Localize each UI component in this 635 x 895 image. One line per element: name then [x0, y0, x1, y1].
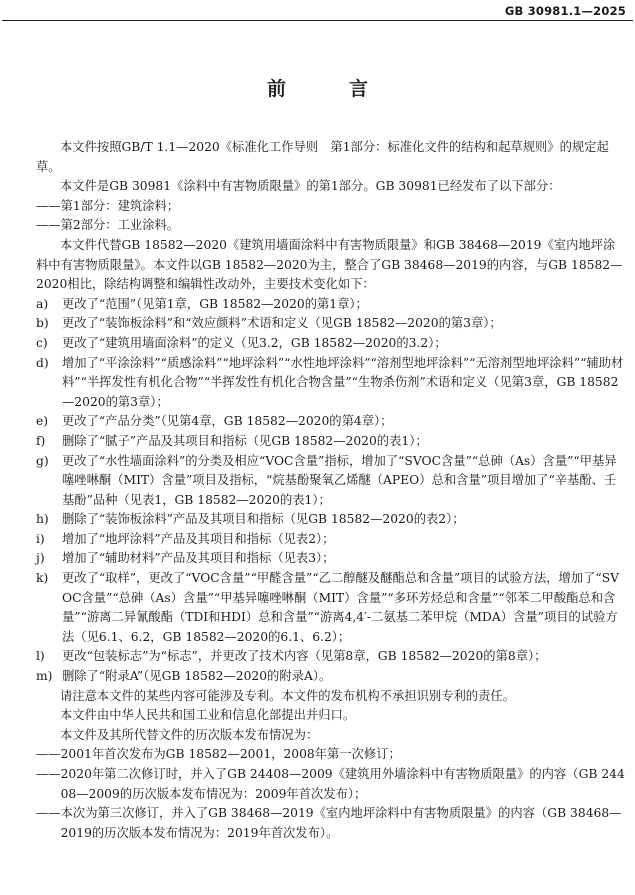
history-dash: ——	[36, 806, 61, 821]
change-item	[36, 569, 626, 647]
change-item	[36, 432, 626, 452]
change-mark: k)	[36, 571, 49, 586]
change-text: 更改了“取样”，更改了“VOC含量”“甲醛含量”“乙二醇醚及醚酯总和含量”项目的试验方法，增加了“SVOC含量”“总砷（As）含量”“甲基异噻唑啉酮（MIT）含量”“多环芳烃总和含量”“邻苯二甲酸酯总和含量”“游离二异氰酸酯（TDI和HDI）总和含量”“游离4,4′-二氨基二苯甲烷（MDA）含量”项目的试验方法（见6.1、6.2，GB 18582—2020的6.1、6.2）；	[62, 571, 620, 644]
change-text: 增加了“地坪涂料”产品及其项目和指标（见表2）；	[62, 531, 335, 546]
intro-paragraph: 本文件是GB 30981《涂料中有害物质限量》的第1部分。GB 30981已经发布了以下部分：	[60, 179, 561, 194]
history-dash: ——	[36, 767, 61, 781]
history-item	[36, 765, 626, 804]
history-dash: ——	[36, 747, 61, 762]
change-item	[36, 314, 626, 334]
history-intro: 本文件及其所代替文件的历次版本发布情况为：	[60, 727, 319, 742]
change-text: 更改了“范围”（见第1章，GB 18582—2020的第1章）；	[62, 296, 368, 311]
change-mark: h)	[36, 512, 49, 527]
change-text: 删除了“装饰板涂料”产品及其项目和指标（见GB 18582—2020的表2）；	[62, 512, 465, 527]
history-item	[36, 804, 626, 843]
change-item	[36, 295, 626, 315]
change-item	[36, 452, 626, 511]
proposer-note: 本文件由中华人民共和国工业和信息化部提出并归口。	[60, 708, 356, 723]
history-text: 2001年首次发布为GB 18582—2001，2008年第一次修订；	[60, 747, 401, 762]
history-text: 本次为第三次修订，并入了GB 38468—2019《室内地坪涂料中有害物质限量》的内容（GB 38468—2019的历次版本发布情况为：2019年首次发布）。	[60, 806, 622, 840]
change-text: 删除了“腻子”产品及其项目和指标（见GB 18582—2020的表1）；	[62, 433, 428, 448]
change-mark: b)	[36, 316, 49, 331]
change-item	[36, 667, 626, 687]
change-text: 更改了“装饰板涂料”和“效应颜料”术语和定义（见GB 18582—2020的第3章）；	[62, 316, 502, 331]
intro-paragraph: 本文件按照GB/T 1.1—2020《标准化工作导则 第1部分：标准化文件的结构和起草规则》的规定起草。	[36, 140, 609, 174]
change-text: 更改“包装标志”为“标志”，并更改了技术内容（见第8章，GB 18582—2020的第8章）；	[62, 649, 547, 664]
change-item	[36, 647, 626, 667]
history-text: 2020年第二次修订时，并入了GB 24408—2009《建筑用外墙涂料中有害物质限量》的内容（GB 24408—2009的历次版本发布情况为：2009年首次发布）；	[60, 767, 625, 801]
change-mark: d)	[36, 355, 49, 370]
change-mark: i)	[36, 531, 45, 546]
part-list-item: ——第1部分：建筑涂料；	[36, 198, 180, 213]
part-list-item: ——第2部分：工业涂料。	[36, 218, 180, 233]
change-item	[36, 334, 626, 354]
replace-paragraph: 本文件代替GB 18582—2020《建筑用墙面涂料中有害物质限量》和GB 38468—2019《室内地坪涂料中有害物质限量》。本文件以GB 18582—2020为主，整合了GB 38468—2019的内容，与GB 18582—2020相比，除结构调整和编辑性改动外，主要技术变化如下：	[36, 237, 623, 292]
change-item	[36, 530, 626, 550]
change-item	[36, 549, 626, 569]
foreword-body	[36, 138, 626, 843]
change-text: 更改了“建筑用墙面涂料”的定义（见3.2，GB 18582—2020的3.2）；	[62, 335, 447, 350]
change-text: 更改了“水性墙面涂料”的分类及相应“VOC含量”指标，增加了“SVOC含量”“总砷（As）含量”“甲基异噻唑啉酮（MIT）含量”项目及指标，“烷基酚聚氧乙烯醚（APEO）总和含量”项目增加了“辛基酚、壬基酚”品种（见表1，GB 18582—2020的表1）；	[62, 453, 617, 507]
standard-number: GB 30981.1—2025	[504, 4, 626, 18]
patent-note: 请注意本文件的某些内容可能涉及专利。本文件的发布机构不承担识别专利的责任。	[60, 688, 515, 703]
change-mark: l)	[36, 649, 45, 664]
change-mark: g)	[36, 453, 49, 468]
change-item	[36, 354, 626, 413]
history-item	[36, 745, 626, 765]
change-text: 增加了“辅助材料”产品及其项目和指标（见表3）；	[62, 551, 335, 566]
change-mark: a)	[36, 296, 49, 311]
change-mark: c)	[36, 335, 48, 350]
page-title: 前 言	[266, 78, 390, 100]
header-rule	[2, 20, 633, 21]
change-text: 增加了“平涂涂料”“质感涂料”“地坪涂料”“水性地坪涂料”“溶剂型地坪涂料”“无溶剂型地坪涂料”“辅助材料”“半挥发性有机化合物”“半挥发性有机化合物含量”“生物杀伤剂”术语和定义（见第3章，GB 18582—2020的第3章）；	[62, 355, 624, 409]
change-mark: m)	[36, 669, 53, 684]
change-item	[36, 510, 626, 530]
change-mark: f)	[36, 433, 46, 448]
change-item	[36, 412, 626, 432]
change-text: 删除了“附录A”（见GB 18582—2020的附录A）。	[62, 669, 332, 684]
change-text: 更改了“产品分类”（见第4章，GB 18582—2020的第4章）；	[62, 414, 393, 429]
change-mark: j)	[36, 551, 45, 566]
change-mark: e)	[36, 414, 49, 429]
